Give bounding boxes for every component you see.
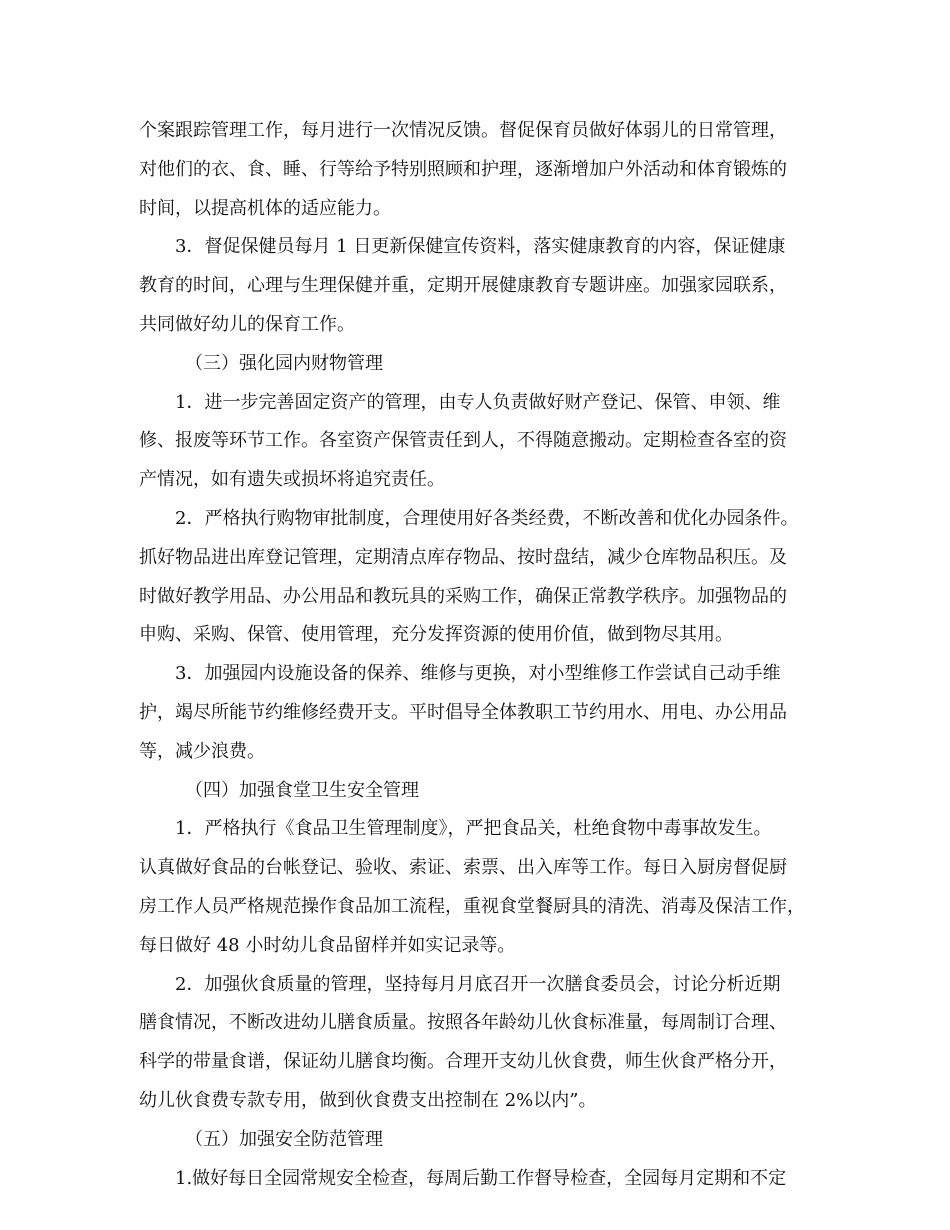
text-line: 修、报废等环节工作。各室资产保管责任到人，不得随意搬动。定期检查各室的资 (139, 430, 787, 452)
section-heading: （三）强化园内财物管理 (185, 352, 383, 374)
text-line: 等，减少浪费。 (139, 740, 265, 762)
text-line: 房工作人员严格规范操作食品加工流程，重视食堂餐厨具的清洗、消毒及保洁工作， (139, 895, 805, 917)
text-line: 共同做好幼儿的保育工作。 (139, 313, 355, 335)
paragraph-start-line: 2．严格执行购物审批制度，合理使用好各类经费，不断改善和优化办园条件。 (175, 507, 799, 529)
text-line: 科学的带量食谱，保证幼儿膳食均衡。合理开支幼儿伙食费，师生伙食严格分开， (139, 1051, 787, 1073)
text-line: 每日做好 48 小时幼儿食品留样并如实记录等。 (139, 934, 516, 956)
text-line: 时做好教学用品、办公用品和教玩具的采购工作，确保正常教学秩序。加强物品的 (139, 585, 787, 607)
section-heading: （五）加强安全防范管理 (185, 1128, 383, 1150)
text-line: 对他们的衣、食、睡、行等给予特别照顾和护理，逐渐增加户外活动和体育锻炼的 (139, 158, 787, 180)
text-line: 产情况，如有遗失或损坏将追究责任。 (139, 469, 445, 491)
paragraph-start-line: 3．督促保健员每月 1 日更新保健宣传资料，落实健康教育的内容，保证健康 (175, 236, 786, 258)
section-heading: （四）加强食堂卫生安全管理 (185, 779, 419, 801)
text-line: 抓好物品进出库登记管理，定期清点库存物品、按时盘结，减少仓库物品积压。及 (139, 546, 787, 568)
text-line: 幼儿伙食费专款专用，做到伙食费支出控制在 2%以内”。 (139, 1089, 597, 1111)
text-line: 膳食情况，不断改进幼儿膳食质量。按照各年龄幼儿伙食标准量，每周制订合理、 (139, 1012, 787, 1034)
paragraph-start-line: 2．加强伙食质量的管理，坚持每月月底召开一次膳食委员会，讨论分析近期 (175, 973, 781, 995)
text-line: 时间，以提高机体的适应能力。 (139, 197, 391, 219)
document-body (139, 112, 829, 1198)
paragraph-start-line: 1.做好每日全园常规安全检查，每周后勤工作督导检查，全园每月定期和不定 (175, 1167, 787, 1189)
paragraph-start-line: 3．加强园内设施设备的保养、维修与更换，对小型维修工作尝试自己动手维 (175, 663, 781, 685)
text-line: 认真做好食品的台帐登记、验收、索证、索票、出入库等工作。每日入厨房督促厨 (139, 857, 787, 879)
text-line: 护，竭尽所能节约维修经费开支。平时倡导全体教职工节约用水、用电、办公用品 (139, 701, 787, 723)
paragraph-start-line: 1．进一步完善固定资产的管理，由专人负责做好财产登记、保管、申领、维 (175, 391, 781, 413)
text-line: 申购、采购、保管、使用管理，充分发挥资源的使用价值，做到物尽其用。 (139, 624, 733, 646)
text-line: 个案跟踪管理工作，每月进行一次情况反馈。督促保育员做好体弱儿的日常管理， (139, 120, 787, 141)
text-line: 教育的时间，心理与生理保健并重，定期开展健康教育专题讲座。加强家园联系， (139, 275, 787, 297)
paragraph-start-line: 1．严格执行《食品卫生管理制度》，严把食品关，杜绝食物中毒事故发生。 (175, 818, 772, 840)
